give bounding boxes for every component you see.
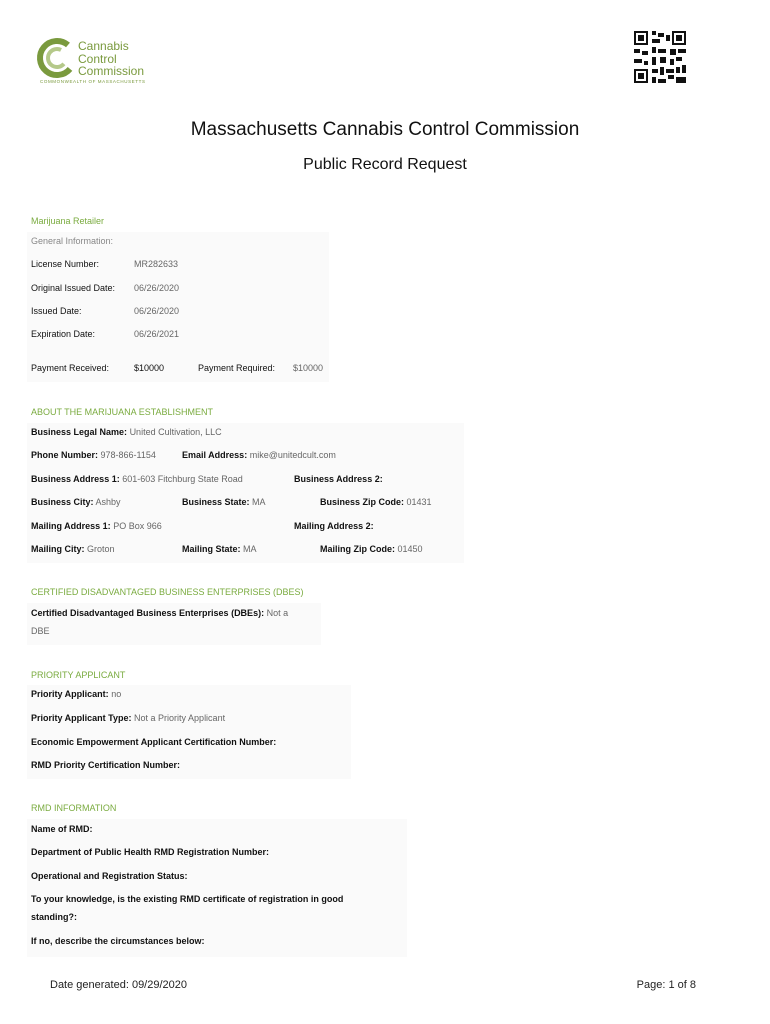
rmd-circumstances-row: If no, describe the circumstances below: <box>31 936 205 946</box>
license-number-label: License Number: <box>31 259 100 269</box>
expiration-date-value: 06/26/2021 <box>134 329 180 339</box>
rmd-priority-row: RMD Priority Certification Number: <box>31 760 181 770</box>
business-address2-row: Business Address 2: <box>294 474 383 484</box>
expiration-date-label: Expiration Date: <box>31 329 96 339</box>
rmd-standing-row: To your knowledge, is the existing RMD certificate of registration in good <box>31 894 344 904</box>
payment-received-value: $10000 <box>134 363 165 373</box>
business-zip-row: Business Zip Code: 01431 <box>320 497 432 507</box>
legal-name-row: Business Legal Name: United Cultivation, LLC <box>31 427 222 437</box>
logo-subtitle: COMMONWEALTH OF MASSACHUSETTS <box>40 79 146 84</box>
rmd-heading: RMD INFORMATION <box>31 803 117 813</box>
general-info-heading: General Information: <box>31 236 114 246</box>
dbe-row: Certified Disadvantaged Business Enterprises (DBEs): Not a <box>31 608 289 618</box>
email-row: Email Address: mike@unitedcult.com <box>182 450 336 460</box>
mailing-state-row: Mailing State: MA <box>182 544 257 554</box>
phone-row: Phone Number: 978-866-1154 <box>31 450 156 460</box>
dbe-heading: CERTIFIED DISADVANTAGED BUSINESS ENTERPRISES (DBES) <box>31 587 304 597</box>
rmd-standing-row-continued: standing?: <box>31 912 77 922</box>
issued-date-label: Issued Date: <box>31 306 82 316</box>
page-number: Page: 1 of 8 <box>636 979 696 991</box>
page-subtitle: Public Record Request <box>303 156 467 173</box>
rmd-dph-row: Department of Public Health RMD Registration Number: <box>31 847 270 857</box>
mailing-address2-row: Mailing Address 2: <box>294 521 374 531</box>
qr-code-icon <box>634 31 686 83</box>
establishment-heading: ABOUT THE MARIJUANA ESTABLISHMENT <box>31 407 214 417</box>
payment-required-label: Payment Required: <box>198 363 276 373</box>
dbe-row-continued: DBE <box>31 626 50 636</box>
priority-applicant-row: Priority Applicant: no <box>31 689 122 699</box>
mailing-address1-row: Mailing Address 1: PO Box 966 <box>31 521 162 531</box>
logo-wordmark: Cannabis Control Commission <box>78 39 145 78</box>
establishment-panel <box>27 423 464 563</box>
priority-type-row: Priority Applicant Type: Not a Priority Applicant <box>31 713 226 723</box>
payment-received-label: Payment Received: <box>31 363 110 373</box>
payment-required-value: $10000 <box>293 363 324 373</box>
business-city-row: Business City: Ashby <box>31 497 121 507</box>
priority-heading: PRIORITY APPLICANT <box>31 670 126 680</box>
original-issued-value: 06/26/2020 <box>134 283 180 293</box>
page-title: Massachusetts Cannabis Control Commission <box>190 119 580 140</box>
original-issued-label: Original Issued Date: <box>31 283 116 293</box>
license-number-value: MR282633 <box>134 259 179 269</box>
econ-empowerment-row: Economic Empowerment Applicant Certification Number: <box>31 737 277 747</box>
license-type-heading: Marijuana Retailer <box>31 216 105 226</box>
business-state-row: Business State: MA <box>182 497 266 507</box>
issued-date-value: 06/26/2020 <box>134 306 180 316</box>
rmd-status-row: Operational and Registration Status: <box>31 871 188 881</box>
mailing-zip-row: Mailing Zip Code: 01450 <box>320 544 423 554</box>
date-generated: Date generated: 09/29/2020 <box>50 979 188 991</box>
business-address1-row: Business Address 1: 601-603 Fitchburg State Road <box>31 474 243 484</box>
rmd-name-row: Name of RMD: <box>31 824 93 834</box>
mailing-city-row: Mailing City: Groton <box>31 544 115 554</box>
